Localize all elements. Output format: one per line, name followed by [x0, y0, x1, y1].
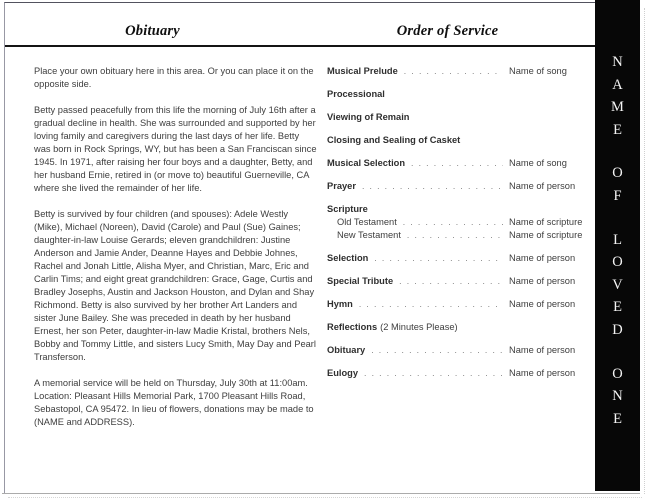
sidebar-name-of-loved-one [595, 0, 640, 491]
service-value: Name of person [509, 299, 576, 309]
service-subrow [327, 229, 589, 242]
service-value: Name of scripture [509, 230, 583, 240]
header-band [5, 3, 595, 47]
service-row [327, 203, 589, 216]
page-content [5, 47, 595, 442]
service-row [327, 252, 589, 265]
dot-leader [411, 157, 503, 170]
dot-leader [399, 275, 503, 288]
service-row [327, 367, 589, 380]
service-label: Old Testament [337, 217, 397, 227]
service-row [327, 298, 589, 311]
obituary-paragraph: A memorial service will be held on Thursday, July 30th at 11:00am. Location: Pleasant Hills Memorial Park, 1700 Pleasant Hills Road, Sebastopol, CA 95472. In lieu of flowers, donations may be made to (NAME and ADDRESS). [34, 378, 314, 427]
dot-leader [374, 252, 503, 265]
obituary-column [34, 65, 318, 442]
service-value: Name of person [509, 181, 576, 191]
dot-leader [364, 367, 503, 380]
service-value: Name of person [509, 368, 576, 378]
service-label: Viewing of Remain [327, 112, 410, 122]
page-frame [4, 2, 595, 493]
service-label: Selection [327, 253, 369, 263]
service-row [327, 321, 589, 334]
service-value: Name of person [509, 345, 576, 355]
service-label: Musical Prelude [327, 66, 398, 76]
service-label: Reflections [327, 322, 378, 332]
service-label: Special Tribute [327, 276, 394, 286]
dot-leader [362, 180, 503, 193]
sidebar-letter: V [612, 276, 623, 293]
obituary-paragraph: Place your own obituary here in this area. Or you can place it on the opposite side. [34, 66, 314, 89]
service-label: Eulogy [327, 368, 358, 378]
service-value: Name of song [509, 158, 567, 168]
service-group-scripture [327, 203, 589, 242]
service-value: Name of person [509, 276, 576, 286]
service-row [327, 344, 589, 357]
sidebar-letter: O [612, 165, 623, 182]
order-of-service-column [327, 65, 589, 442]
sidebar-letter: N [612, 388, 623, 405]
service-label: Hymn [327, 299, 353, 309]
obituary-paragraph: Betty passed peacefully from this life the morning of July 16th after a gradual decline in health. She was surrounded and supported by her loving family and caregivers during the last days of her life. Betty was born in Rock Springs, WY, but has been a San Franciscan since 1945. In 1971, after raising her four boys and a daughter, Betty, and her husband Ernie, retired in (or move to) beautiful Guerneville, CA where she lived the remainder of her life. [34, 105, 317, 193]
sidebar-letter: L [613, 231, 622, 248]
obituary-header: Obituary [125, 23, 180, 39]
obituary-paragraph: Betty is survived by four children (and spouses): Adele Westly (Mike), Michael (Noreen), David (Carole) and Paul (Sue) Gaines; daughter-in-law Louise Gerards; eleven grandchildren: Justine Anderson and Jamie Ander, Deanne Hayes and Debbie Johnes, Rachel and Jonah Little, Alisha Myer, and Christian, Marc, Eric and Carlin Tims; and eight great grandchildren: Grace, Gage, Curtis and Bradley Josephs, Austin and Jackson Houston, and Dylan and Shay Richmond. Betty is also survived by her brother Art Landers and sister June Bailey. She was preceded in death by her husband Ernest, her son Peter, daughter-in-law Madie Kristal, brothers Nels, Bobby and Tommy Little, and sisters Lucy Smith, May Day and Pearl Transferson. [34, 209, 316, 362]
sidebar-letter: O [612, 365, 623, 382]
page-bottom-rule [2, 493, 640, 494]
service-label: Processional [327, 89, 385, 99]
service-row [327, 275, 589, 288]
service-row [327, 111, 589, 124]
service-label: Scripture [327, 204, 368, 214]
sidebar-letter: E [613, 410, 622, 427]
sidebar-letter: F [613, 187, 622, 204]
sidebar-letter: M [611, 99, 624, 116]
dot-leader [407, 229, 503, 242]
service-row [327, 88, 589, 101]
dot-leader [404, 65, 503, 78]
dot-leader [371, 344, 503, 357]
sidebar-letter: O [612, 254, 623, 271]
page-shadow-right [644, 8, 645, 494]
page-shadow-bottom [8, 497, 642, 498]
sidebar-letter: E [613, 299, 622, 316]
service-row [327, 134, 589, 147]
service-row [327, 65, 589, 78]
service-value: Name of person [509, 253, 576, 263]
sidebar-letter: D [612, 321, 623, 338]
service-label: Prayer [327, 181, 356, 191]
service-row [327, 180, 589, 193]
sidebar-letter: E [613, 121, 622, 138]
dot-leader [403, 216, 503, 229]
service-label: New Testament [337, 230, 401, 240]
sidebar-letter: N [612, 54, 623, 70]
service-subrow [327, 216, 589, 229]
service-label: Musical Selection [327, 158, 406, 168]
sidebar-letter: A [612, 76, 623, 93]
order-of-service-header: Order of Service [396, 23, 499, 39]
service-label: Closing and Sealing of Casket [327, 135, 461, 145]
dot-leader [359, 298, 503, 311]
service-label: Obituary [327, 345, 366, 355]
service-row [327, 157, 589, 170]
service-value: Name of scripture [509, 217, 583, 227]
service-value: Name of song [509, 66, 567, 76]
service-note: (2 Minutes Please) [380, 322, 458, 332]
